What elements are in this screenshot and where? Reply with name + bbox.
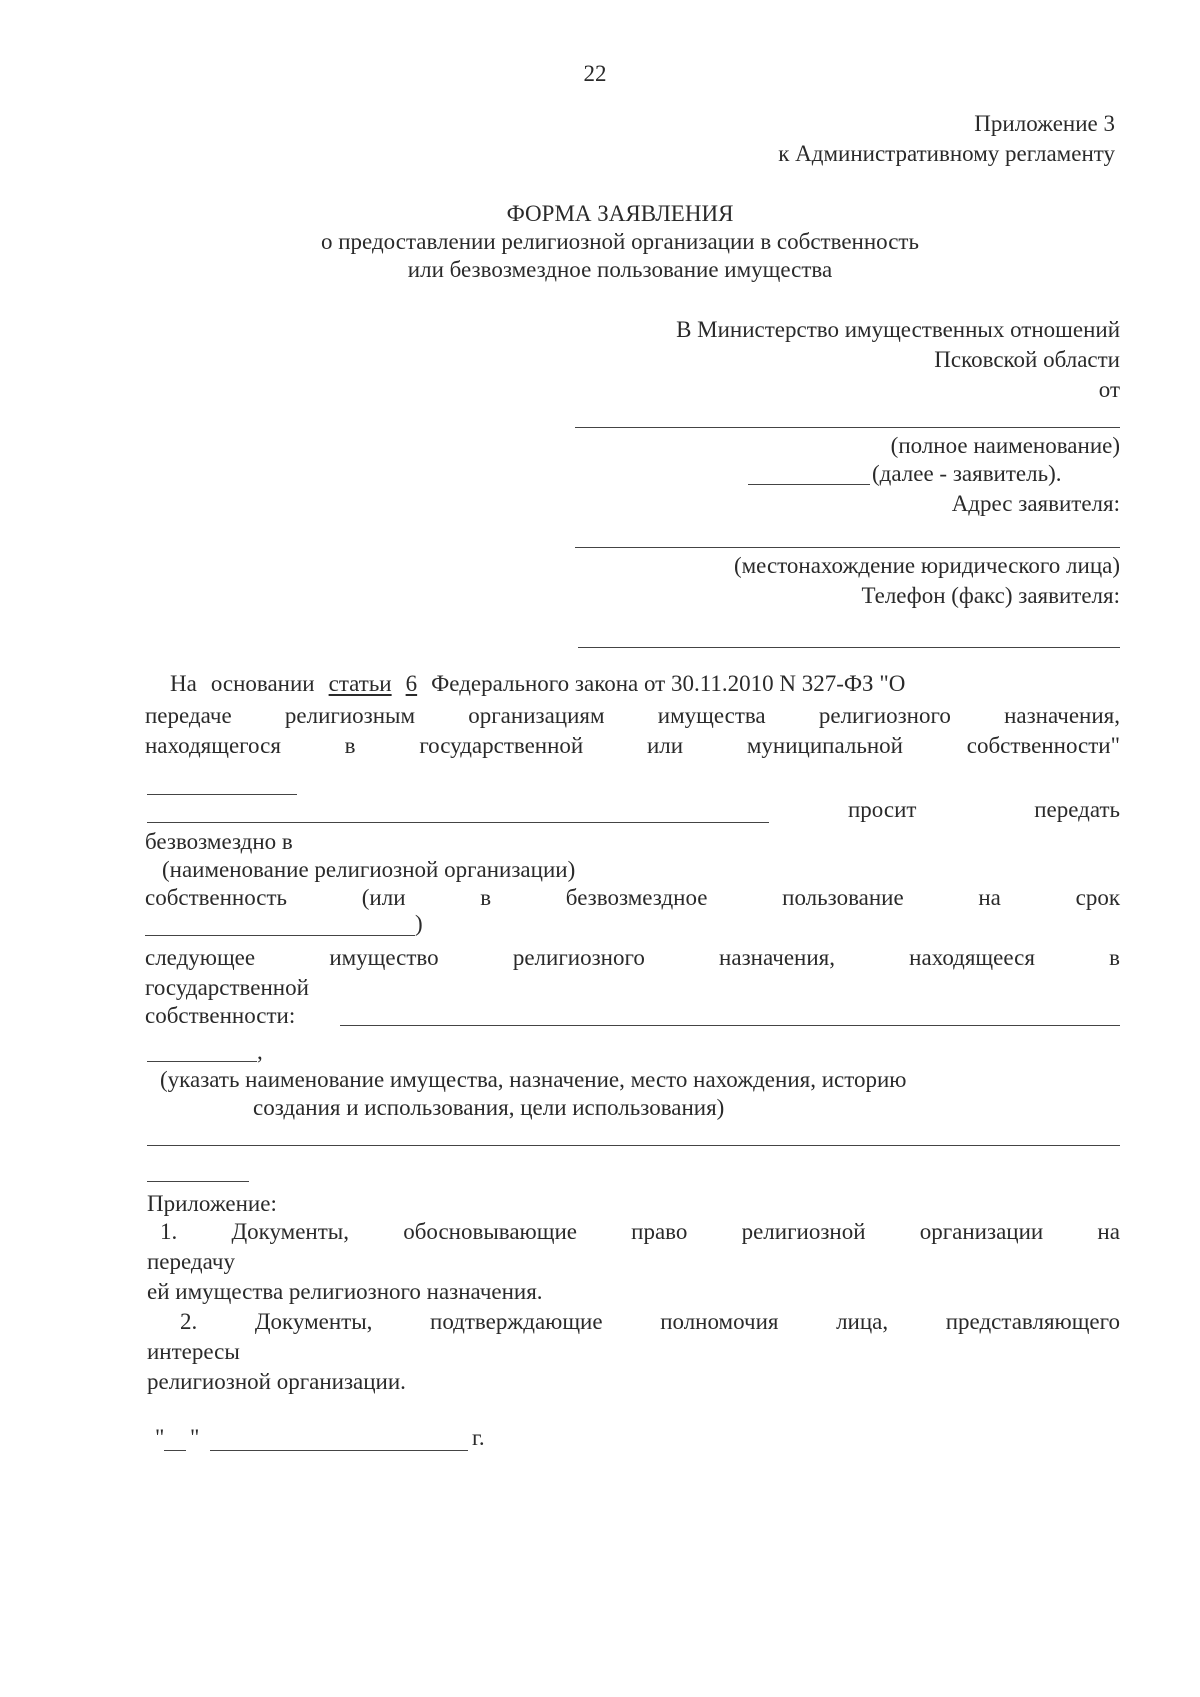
body-word: организациям bbox=[468, 703, 605, 728]
asks-to-transfer bbox=[848, 796, 1120, 824]
addressee-line-2: Псковской области bbox=[934, 347, 1120, 372]
body-word: срок bbox=[1075, 885, 1120, 910]
body-word: муниципальной bbox=[746, 733, 903, 758]
body-word: религиозного bbox=[818, 703, 951, 728]
body-text: Федерального закона от 30.11.2010 N 327-ФЗ "О bbox=[431, 671, 906, 696]
full-name-blank[interactable] bbox=[575, 427, 1120, 428]
attachment-2-line-1 bbox=[180, 1308, 1120, 1336]
hint-full-name: (полное наименование) bbox=[890, 433, 1120, 458]
comma: , bbox=[257, 1039, 263, 1064]
body-word: право bbox=[631, 1219, 688, 1244]
body-word: религиозной bbox=[741, 1219, 866, 1244]
year-suffix: г. bbox=[472, 1425, 485, 1450]
body-word: На bbox=[170, 671, 197, 696]
state-text: государственной bbox=[145, 975, 309, 1000]
form-title: ФОРМА ЗАЯВЛЕНИЯ bbox=[506, 201, 734, 226]
attachment-1-line-1 bbox=[160, 1218, 1120, 1246]
date-quote-open: " bbox=[155, 1425, 165, 1450]
body-word: назначения, bbox=[719, 945, 835, 970]
body-word: имущество bbox=[329, 945, 439, 970]
applicant-short-name-blank[interactable] bbox=[748, 484, 870, 485]
body-word: пользование bbox=[782, 885, 904, 910]
hint-property-1: (указать наименование имущества, назначение, место нахождения, историю bbox=[160, 1067, 907, 1092]
day-blank[interactable] bbox=[164, 1450, 186, 1451]
body-word: безвозмездное bbox=[565, 885, 708, 910]
body-line-1 bbox=[170, 670, 1066, 698]
body-word: просит bbox=[848, 797, 917, 822]
list-number: 1. bbox=[160, 1219, 178, 1244]
property-blank-3[interactable] bbox=[147, 1145, 1120, 1146]
addressee-from: от bbox=[1098, 377, 1120, 402]
address-blank[interactable] bbox=[575, 547, 1120, 548]
date-quote-close: " bbox=[190, 1425, 200, 1450]
addressee-line-1: В Министерство имущественных отношений bbox=[676, 317, 1120, 342]
appendix-line-1: Приложение 3 bbox=[974, 111, 1115, 136]
term-blank[interactable] bbox=[145, 935, 415, 936]
body-word: организации bbox=[919, 1219, 1044, 1244]
phone-label: Телефон (факс) заявителя: bbox=[861, 583, 1120, 608]
body-word: (или bbox=[361, 885, 406, 910]
form-subtitle-1: о предоставлении религиозной организации в собственность bbox=[321, 229, 919, 254]
article-link[interactable]: статьи bbox=[328, 671, 392, 696]
body-word: обосновывающие bbox=[403, 1219, 577, 1244]
body-word: находящегося bbox=[145, 733, 281, 758]
body-word: религиозным bbox=[284, 703, 416, 728]
article-number-link[interactable]: 6 bbox=[405, 671, 418, 696]
body-word: следующее bbox=[145, 945, 256, 970]
body-word: лица, bbox=[836, 1309, 889, 1334]
body-word: передаче bbox=[145, 703, 232, 728]
form-subtitle-2: или безвозмездное пользование имущества bbox=[407, 257, 833, 282]
close-paren: ) bbox=[415, 911, 423, 936]
body-word: на bbox=[978, 885, 1001, 910]
body-word: основании bbox=[210, 671, 315, 696]
phone-blank[interactable] bbox=[578, 647, 1120, 648]
body-word: или bbox=[647, 733, 684, 758]
property-blank-1[interactable] bbox=[340, 1025, 1120, 1026]
body-line-2 bbox=[145, 702, 1120, 730]
attachment-2-line-2: интересы bbox=[147, 1339, 240, 1364]
following-property-line bbox=[145, 944, 1120, 972]
hint-location: (местонахождение юридического лица) bbox=[733, 553, 1120, 578]
body-word: религиозного bbox=[512, 945, 645, 970]
body-word: полномочия bbox=[660, 1309, 779, 1334]
body-word: представляющего bbox=[945, 1309, 1120, 1334]
attachments-heading: Приложение: bbox=[147, 1191, 277, 1216]
body-word: собственность bbox=[145, 885, 288, 910]
body-word: передать bbox=[1034, 797, 1120, 822]
hint-applicant: (далее - заявитель). bbox=[872, 461, 1062, 486]
free-in-text: безвозмездно в bbox=[145, 829, 293, 854]
body-word: в bbox=[480, 885, 492, 910]
organization-name-blank[interactable] bbox=[147, 822, 769, 823]
ownership-line bbox=[145, 884, 1120, 912]
hint-organization: (наименование религиозной организации) bbox=[162, 857, 576, 882]
body-word: в bbox=[1109, 945, 1120, 970]
property-blank-4[interactable] bbox=[147, 1181, 249, 1182]
hint-property-2: создания и использования, цели использования) bbox=[253, 1095, 725, 1120]
appendix-line-2: к Административному регламенту bbox=[778, 141, 1115, 166]
body-word: имущества bbox=[657, 703, 766, 728]
ownership-label: собственности: bbox=[145, 1003, 296, 1028]
body-word: Документы, bbox=[231, 1219, 349, 1244]
attachment-2-line-3: религиозной организации. bbox=[147, 1369, 406, 1394]
body-word: Документы, bbox=[254, 1309, 373, 1334]
body-line-3 bbox=[145, 732, 1120, 760]
month-year-blank[interactable] bbox=[210, 1450, 468, 1451]
page-number: 22 bbox=[583, 61, 607, 86]
list-number: 2. bbox=[180, 1309, 198, 1334]
body-word: собственности" bbox=[966, 733, 1120, 758]
body-word: подтверждающие bbox=[430, 1309, 603, 1334]
blank-short[interactable] bbox=[147, 794, 297, 795]
property-blank-2[interactable] bbox=[147, 1061, 257, 1062]
body-word: находящееся bbox=[909, 945, 1035, 970]
body-word: в bbox=[344, 733, 356, 758]
body-word: государственной bbox=[419, 733, 584, 758]
attachment-1-line-2: передачу bbox=[147, 1249, 235, 1274]
address-label: Адрес заявителя: bbox=[951, 491, 1120, 516]
body-word: на bbox=[1097, 1219, 1120, 1244]
attachment-1-line-3: ей имущества религиозного назначения. bbox=[147, 1279, 543, 1304]
body-word: назначения, bbox=[1004, 703, 1120, 728]
